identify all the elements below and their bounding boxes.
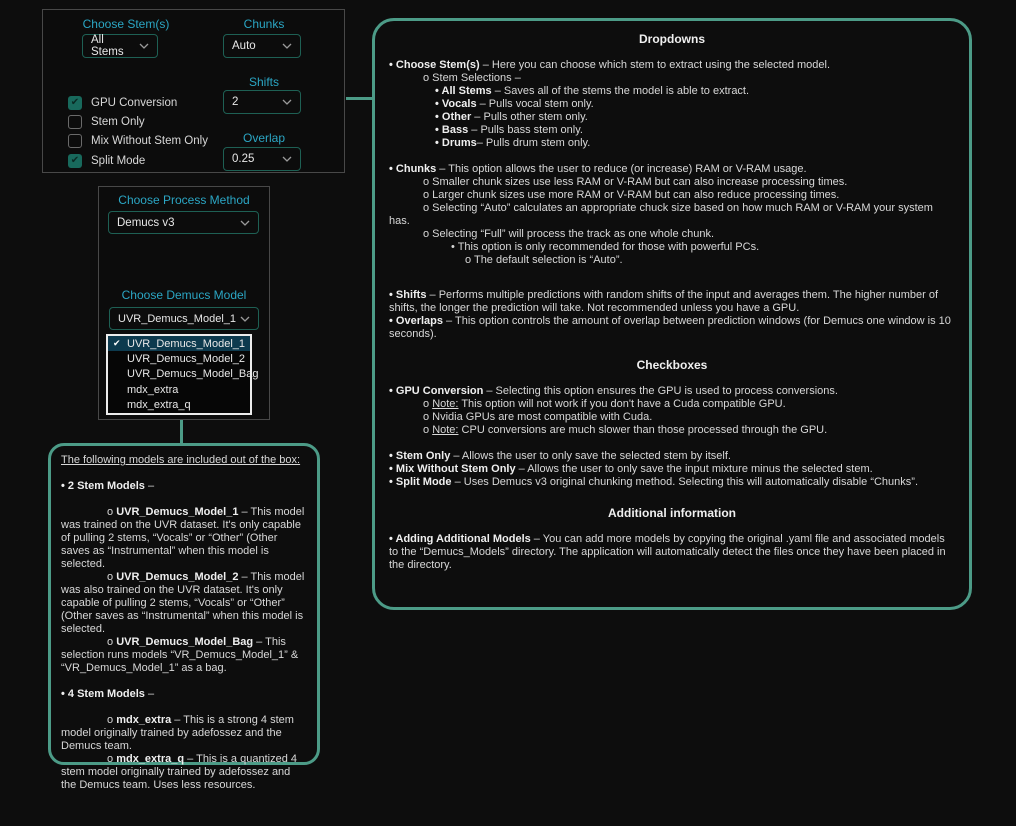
doc-line [389, 315, 955, 341]
text-run: – Here you can choose which stem to extract using the selected model. [479, 59, 831, 71]
checkbox-mix-without-stem-only[interactable] [68, 134, 82, 148]
text-run: – This is a strong 4 stem model originally trained by adefossez and the Demucs team. [61, 714, 294, 752]
bold-text: • Overlaps [389, 315, 443, 327]
spacer [389, 267, 955, 289]
doc-line [389, 476, 955, 489]
doc-line [389, 398, 955, 411]
bold-text: • Stem Only [389, 450, 451, 462]
option-label: UVR_Demucs_Model_1 [127, 337, 245, 350]
underlined-text: Note: [432, 398, 459, 410]
text-run: – Saves all of the stems the model is able to extract. [491, 85, 750, 97]
check-icon: ✔ [70, 154, 80, 166]
bold-text: • Adding Additional Models [389, 533, 531, 545]
stem-select-value: All Stems [91, 34, 124, 58]
bold-text: • Other [435, 111, 472, 123]
doc-line [389, 385, 955, 398]
bold-text: • Bass [435, 124, 469, 136]
demucs-model-value: UVR_Demucs_Model_1 [118, 312, 236, 325]
doc-line [389, 124, 955, 137]
doc-line [61, 571, 307, 636]
connector-line-vertical [180, 420, 183, 443]
demucs-model-options-list [106, 334, 259, 415]
checkbox-label: Split Mode [91, 154, 146, 167]
demucs-model-label: Choose Demucs Model [121, 288, 247, 302]
underlined-text: Note: [432, 424, 459, 436]
text-run: o Stem Selections – [423, 72, 521, 84]
text-run: o [107, 571, 117, 583]
text-run: – Selecting this option ensures the GPU is used to process conversions. [483, 385, 838, 397]
text-run: – Uses Demucs v3 original chunking method. Selecting this will automatically disable “Chunks”. [451, 476, 919, 488]
spacer [389, 437, 955, 450]
spacer [61, 701, 307, 714]
doc-line [389, 137, 955, 150]
bold-text: • Mix Without Stem Only [389, 463, 516, 475]
text-run: o [107, 636, 117, 648]
demucs-model-dropdown[interactable] [109, 307, 259, 330]
text-run: o Nvidia GPUs are most compatible with Cuda. [423, 411, 653, 423]
shifts-value: 2 [232, 96, 239, 108]
underlined-text: The following models are included out of the box: [61, 454, 301, 466]
text-run: o Selecting “Full” will process the track as one whole chunk. [423, 228, 715, 240]
chevron-down-icon [139, 43, 149, 49]
chevron-down-icon [282, 43, 292, 49]
doc-line [61, 454, 307, 467]
doc-line [389, 163, 955, 176]
doc-line [389, 59, 955, 72]
process-method-label: Choose Process Method [118, 193, 250, 207]
spacer [389, 372, 955, 385]
connector-line-horizontal [346, 97, 372, 100]
chunks-dropdown[interactable] [223, 34, 301, 58]
doc-line [389, 450, 955, 463]
checkbox-label: Stem Only [91, 115, 145, 128]
text-run: – Performs multiple predictions with random shifts of the input and averages them. The higher number of shifts, the longer the prediction will take. Not recommended unless you have a GPU. [389, 289, 939, 314]
chevron-down-icon [282, 99, 292, 105]
option-label: UVR_Demucs_Model_2 [127, 353, 245, 366]
doc-line [389, 85, 955, 98]
text-run: o [107, 506, 117, 518]
check-icon: ✔ [70, 96, 80, 108]
checkbox-split-mode[interactable] [68, 154, 82, 168]
doc-line [61, 506, 307, 571]
section-heading: Checkboxes [636, 358, 708, 372]
doc-line [389, 228, 955, 241]
dropdown-option-uvr-demucs-model-1[interactable] [108, 336, 250, 351]
spacer [389, 150, 955, 163]
choose-stems-label: Choose Stem(s) [82, 17, 170, 31]
text-run: – Allows the user to only save the selected stem by itself. [450, 450, 731, 462]
shifts-label: Shifts [248, 75, 279, 89]
text-run: – Pulls other stem only. [471, 111, 588, 123]
text-run: o Smaller chunk sizes use less RAM or V-RAM but can also increase processing times. [423, 176, 848, 188]
checkbox-row [68, 112, 208, 131]
doc-line [389, 111, 955, 124]
overlap-dropdown[interactable] [223, 147, 301, 171]
doc-line [389, 254, 955, 267]
dropdown-option-uvr-demucs-model-2[interactable] [108, 351, 250, 366]
checkbox-gpu-conversion[interactable] [68, 96, 82, 110]
chunks-value: Auto [232, 40, 256, 52]
spacer [389, 489, 955, 507]
chevron-down-icon [282, 156, 292, 162]
bold-text: UVR_Demucs_Model_1 [116, 506, 239, 518]
text-run: – Pulls drum stem only. [476, 137, 591, 149]
bold-text: • GPU Conversion [389, 385, 484, 397]
text-run: – Allows the user to only save the input mixture minus the selected stem. [515, 463, 873, 475]
text-run: o [423, 398, 433, 410]
doc-line [389, 176, 955, 189]
bold-text: • Shifts [389, 289, 427, 301]
bold-text: • Choose Stem(s) [389, 59, 480, 71]
checkbox-row [68, 93, 208, 112]
bold-text: • 2 Stem Models [61, 480, 145, 492]
bold-text: • Chunks [389, 163, 437, 175]
text-run: o Selecting “Auto” calculates an appropriate chuck size based on how much RAM or V-RAM your system has. [389, 202, 933, 227]
overlap-label: Overlap [242, 131, 286, 145]
check-icon: ✔ [113, 338, 121, 349]
chunks-label: Chunks [243, 17, 285, 31]
text-run: o [107, 714, 117, 726]
text-run: – This option allows the user to reduce (or increase) RAM or V-RAM usage. [436, 163, 807, 175]
text-run: o Larger chunk sizes use more RAM or V-RAM but can also reduce processing times. [423, 189, 840, 201]
bold-text: • Vocals [435, 98, 477, 110]
spacer [61, 675, 307, 688]
text-run: – This model was also trained on the UVR dataset. It's only capable of pulling 2 stems, “Vocals” or “Other” (Other saves as “Instrumental” when this model is selected. [61, 571, 305, 635]
option-label: UVR_Demucs_Model_Bag [127, 368, 259, 381]
bold-text: • All Stems [435, 85, 492, 97]
option-label: mdx_extra_q [127, 399, 191, 412]
text-run: – [144, 480, 155, 492]
bold-text: • Drums [435, 137, 477, 149]
spacer [389, 46, 955, 59]
dropdown-option-mdx-extra-q[interactable] [108, 398, 250, 413]
text-run: – Pulls vocal stem only. [476, 98, 594, 110]
text-run: o [107, 753, 117, 765]
checkbox-group [68, 93, 208, 170]
chevron-down-icon [240, 220, 250, 226]
bold-text: UVR_Demucs_Model_Bag [116, 636, 254, 648]
dropdown-option-uvr-demucs-model-bag[interactable] [108, 367, 259, 382]
doc-line [389, 463, 955, 476]
spacer [389, 341, 955, 359]
dropdown-option-mdx-extra[interactable] [108, 382, 250, 397]
doc-line [389, 98, 955, 111]
process-method-dropdown[interactable] [108, 211, 259, 234]
section-heading: Additional information [608, 506, 736, 520]
models-info-box [48, 443, 320, 791]
text-run: This option will not work if you don't have a Cuda compatible GPU. [458, 398, 786, 410]
text-run: – This is a quantized 4 stem model originally trained by adefossez and the Demucs team. Uses less resources. [61, 753, 297, 791]
bold-text: • 4 Stem Models [61, 688, 145, 700]
bold-text: mdx_extra [116, 714, 172, 726]
bold-text: • Split Mode [389, 476, 452, 488]
doc-line [61, 636, 307, 675]
text-run: • This option is only recommended for those with powerful PCs. [451, 241, 760, 253]
demucs-options-panel [42, 9, 345, 173]
stem-select-dropdown[interactable] [82, 34, 158, 58]
chevron-down-icon [240, 316, 250, 322]
doc-line [389, 424, 955, 437]
checkbox-row [68, 151, 208, 170]
checkbox-label: GPU Conversion [91, 96, 178, 109]
doc-line [389, 189, 955, 202]
text-run: o [423, 424, 433, 436]
doc-line [61, 714, 307, 753]
doc-line [389, 411, 955, 424]
process-method-value: Demucs v3 [117, 216, 175, 229]
doc-line [61, 688, 307, 701]
help-info-box [372, 18, 972, 610]
spacer [61, 467, 307, 480]
section-heading: Dropdowns [639, 32, 705, 46]
shifts-dropdown[interactable] [223, 90, 301, 114]
doc-line [389, 289, 955, 315]
doc-line [61, 480, 307, 493]
doc-line [389, 202, 955, 228]
bold-text: UVR_Demucs_Model_2 [116, 571, 239, 583]
spacer [61, 493, 307, 506]
text-run: – [144, 688, 155, 700]
option-label: mdx_extra [127, 383, 179, 396]
text-run: CPU conversions are much slower than those processed through the GPU. [458, 424, 828, 436]
spacer [389, 520, 955, 533]
doc-line [389, 241, 955, 254]
checkbox-stem-only[interactable] [68, 115, 82, 129]
text-run: – You can add more models by copying the original .yaml file and associated models to the “Demucs_Models” directory. The application will automatically detect the files once they have been placed in the directory. [389, 533, 946, 571]
bold-text: mdx_extra_q [116, 753, 185, 765]
overlap-value: 0.25 [232, 153, 255, 165]
checkbox-label: Mix Without Stem Only [91, 135, 208, 148]
doc-line [389, 533, 955, 572]
process-method-panel [98, 186, 270, 420]
text-run: o The default selection is “Auto”. [465, 254, 623, 266]
checkbox-row [68, 132, 208, 151]
text-run: – This selection runs models “VR_Demucs_Model_1” & “VR_Demucs_Model_1” as a bag. [61, 636, 299, 674]
doc-line [61, 753, 307, 792]
doc-line [389, 72, 955, 85]
text-run: – This model was trained on the UVR dataset. It's only capable of pulling 2 stems, “Vocals” or “Other” (Other saves as “Instrumental” when this model is selected. [61, 506, 305, 570]
text-run: – Pulls bass stem only. [468, 124, 583, 136]
text-run: – This option controls the amount of overlap between prediction windows (for Demucs one window is 10 seconds). [389, 315, 951, 340]
